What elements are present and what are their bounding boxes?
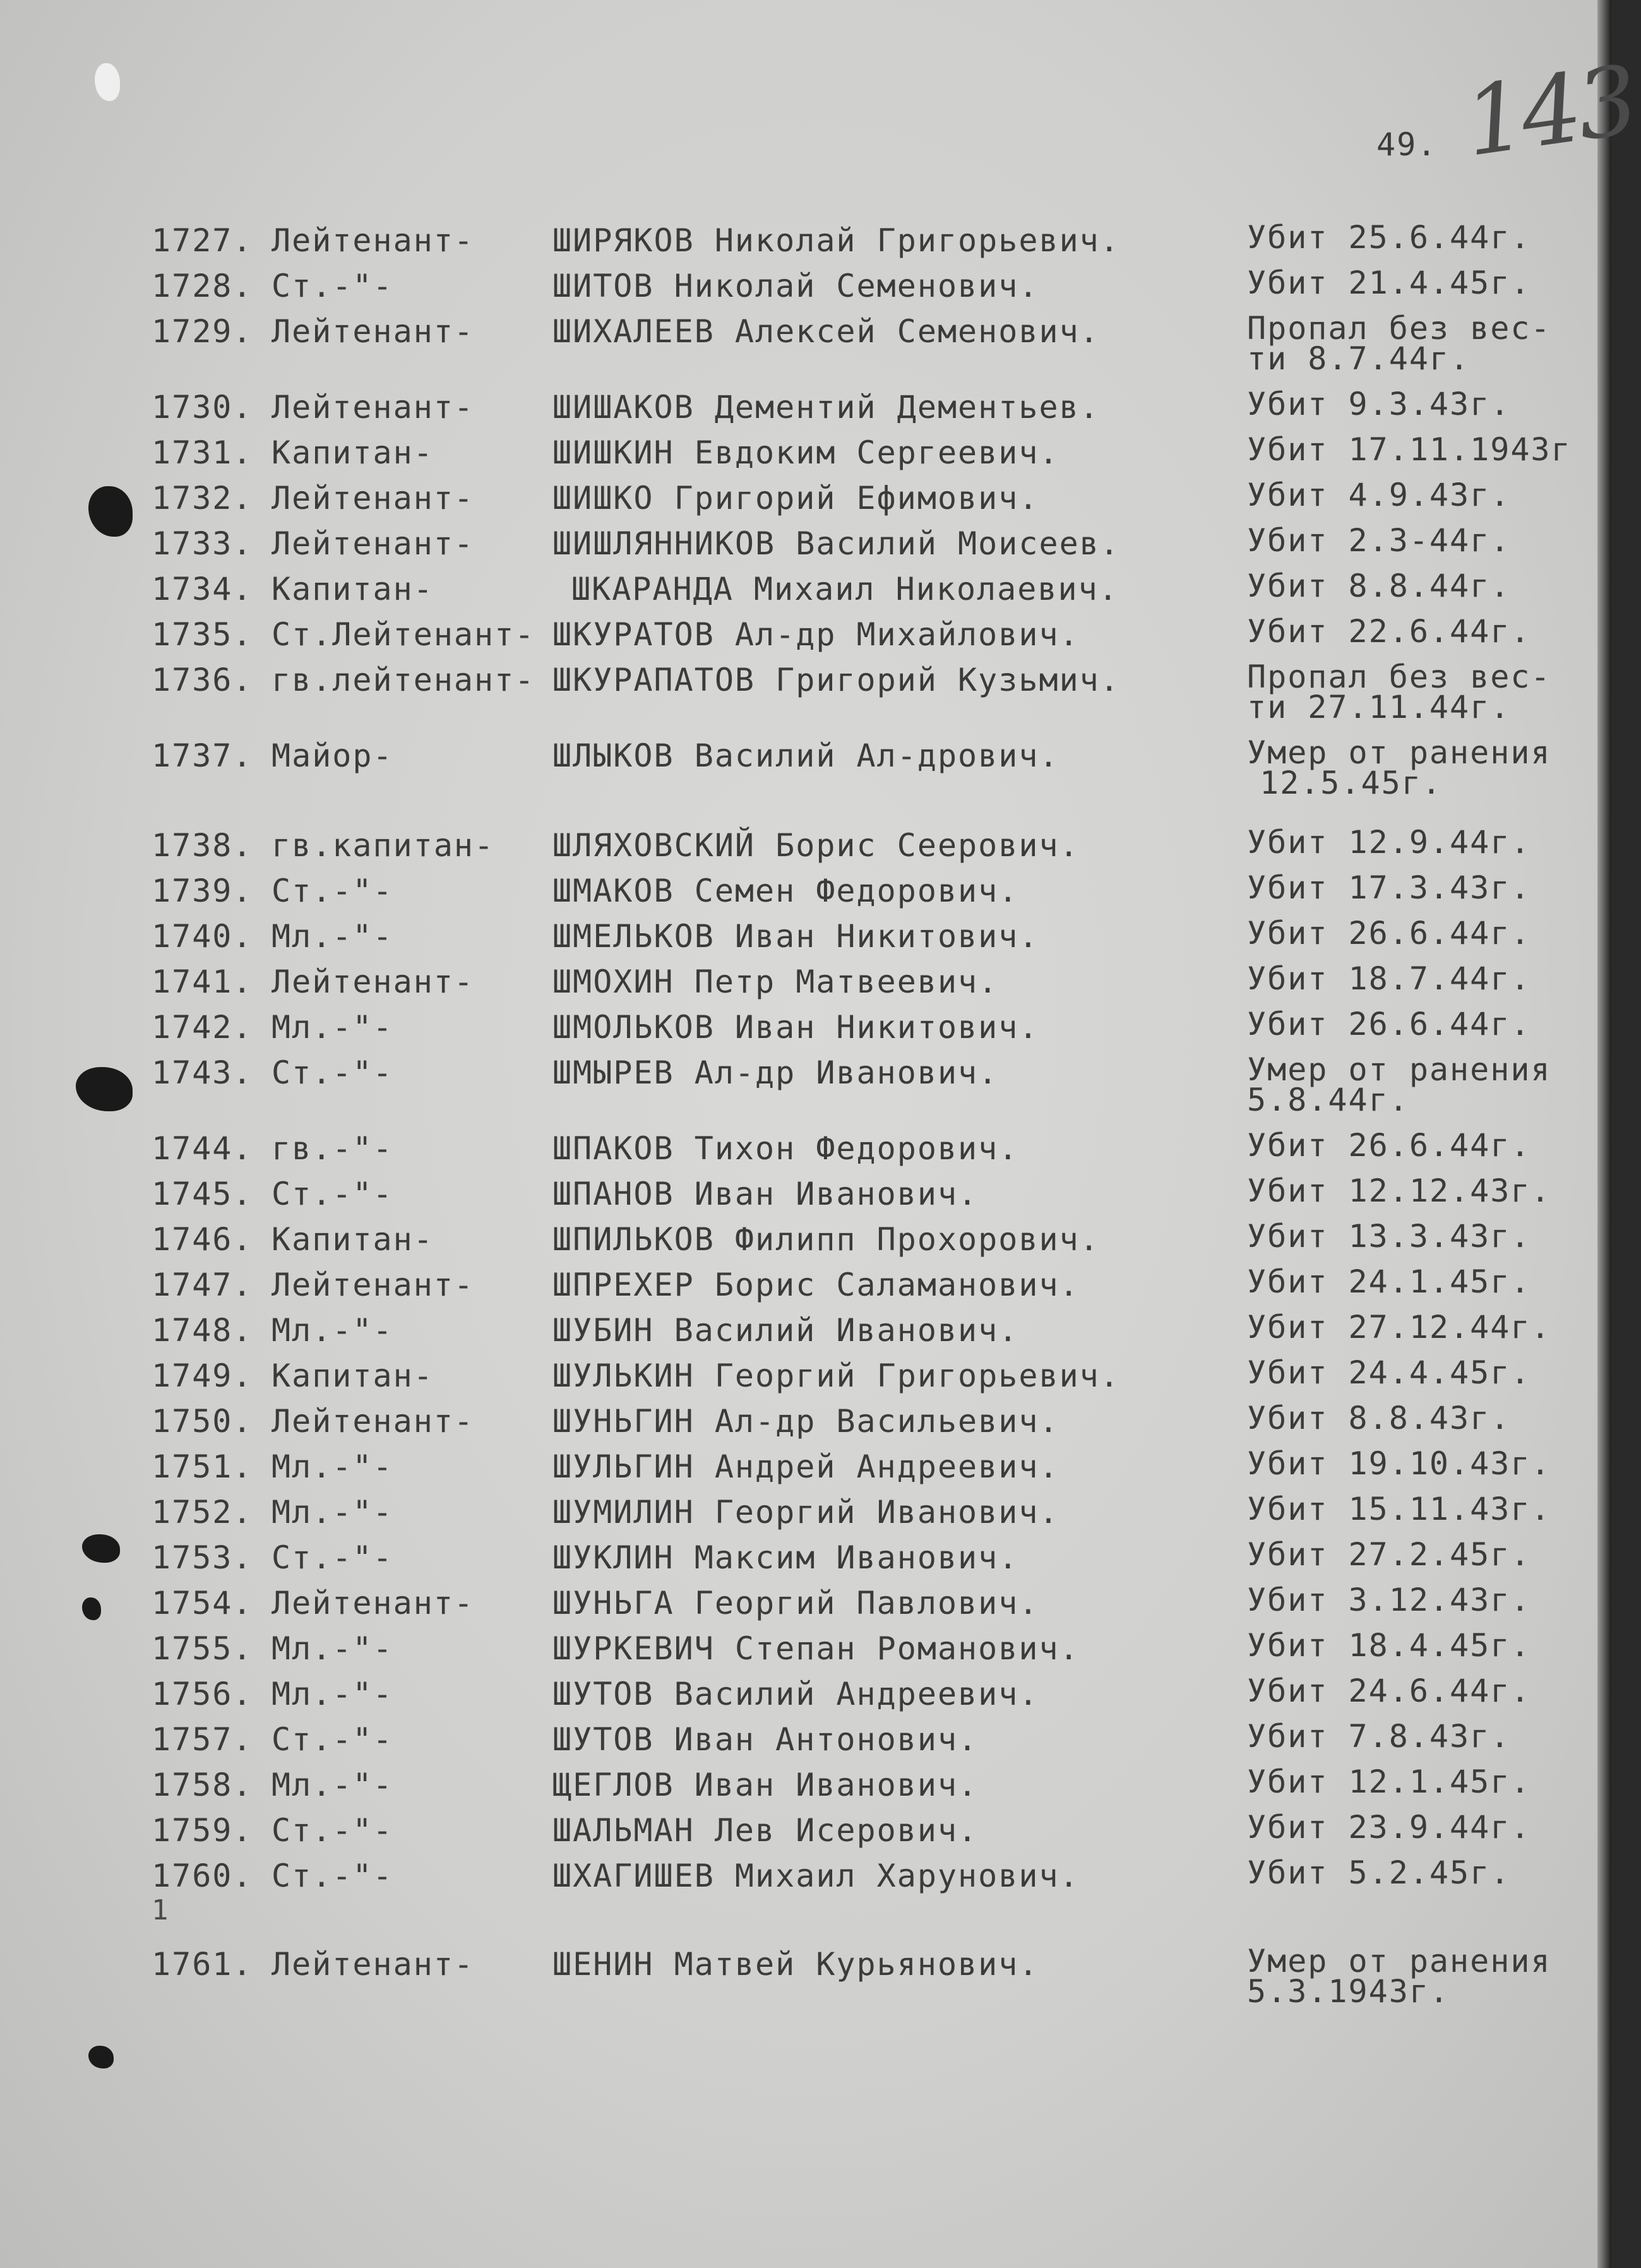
status: Убит 12.12.43г.: [1247, 1173, 1551, 1209]
full-name: ШЛЫКОВ Василий Ал-дрович.: [552, 737, 1059, 774]
rank: Ст.-"-: [272, 268, 393, 304]
status: [1247, 1943, 1551, 2010]
full-name: ШИРЯКОВ Николай Григорьевич.: [552, 222, 1120, 259]
rank: гв.лейтенант-: [272, 662, 535, 698]
status: Убит 24.1.45г.: [1247, 1263, 1531, 1300]
status: Убит 2.3-44г.: [1247, 522, 1511, 559]
rank: Мл.-"-: [272, 1676, 393, 1712]
rank: Ст.-"-: [272, 1858, 393, 1894]
entry-number: 1745.: [152, 1176, 253, 1212]
list-item: [0, 310, 1611, 377]
list-item: [0, 1173, 1611, 1214]
rank: Капитан-: [272, 434, 434, 471]
full-name: ШУНЬГА Георгий Павлович.: [552, 1585, 1039, 1621]
status: Убит 27.2.45г.: [1247, 1536, 1531, 1573]
status: Убит 17.3.43г.: [1247, 869, 1531, 906]
list-item: [0, 960, 1611, 1001]
entry-number: 1749.: [152, 1358, 253, 1394]
punch-hole: [88, 2046, 114, 2068]
full-name: ШМОХИН Петр Матвеевич.: [552, 964, 999, 1000]
rank: Лейтенант-: [272, 525, 475, 562]
status: Убит 24.4.45г.: [1247, 1354, 1531, 1391]
entry-number: 1760.: [152, 1858, 253, 1894]
full-name: ШИТОВ Николай Семенович.: [552, 268, 1039, 304]
full-name: ШИШКИН Евдоким Сергеевич.: [552, 434, 1059, 471]
rank: Капитан-: [272, 1358, 434, 1394]
status: Убит 9.3.43г.: [1247, 386, 1511, 422]
rank: Мл.-"-: [272, 1009, 393, 1046]
rank: Мл.-"-: [272, 918, 393, 955]
rank: Лейтенант-: [272, 480, 475, 516]
status: Убит 17.11.1943г: [1247, 431, 1572, 468]
status: Убит 24.6.44г.: [1247, 1673, 1531, 1709]
entry-number: 1759.: [152, 1812, 253, 1849]
full-name: ШМЫРЕВ Ал-др Иванович.: [552, 1054, 999, 1091]
status: Убит 5.2.45г.: [1247, 1854, 1511, 1891]
rank: Мл.-"-: [272, 1767, 393, 1803]
entry-number: 1735.: [152, 616, 253, 653]
status: Убит 19.10.43г.: [1247, 1445, 1551, 1482]
entry-number: 1756.: [152, 1676, 253, 1712]
list-item: [0, 1491, 1611, 1532]
status: Убит 26.6.44г.: [1247, 1006, 1531, 1042]
rank: Мл.-"-: [272, 1630, 393, 1667]
full-name: ШПАНОВ Иван Иванович.: [552, 1176, 979, 1212]
status: Убит 18.7.44г.: [1247, 960, 1531, 997]
rank: Мл.-"-: [272, 1494, 393, 1531]
status: Убит 8.8.43г.: [1247, 1400, 1511, 1436]
list-item: [0, 477, 1611, 518]
full-name: ШХАГИШЕВ Михаил Харунович.: [552, 1858, 1080, 1894]
list-item: [0, 869, 1611, 910]
rank: Ст.-"-: [272, 1721, 393, 1758]
list-item: [0, 1854, 1611, 1895]
list-item: [0, 1051, 1611, 1118]
rank: Мл.-"-: [272, 1312, 393, 1349]
entry-number: 1748.: [152, 1312, 253, 1349]
list-item: [0, 659, 1611, 725]
status: Убит 26.6.44г.: [1247, 915, 1531, 952]
list-item: [0, 386, 1611, 427]
rank: Мл.-"-: [272, 1448, 393, 1485]
rank: Ст.-"-: [272, 1539, 393, 1576]
entry-number: 1744.: [152, 1130, 253, 1167]
entry-number: 1740.: [152, 918, 253, 955]
full-name: ШПАКОВ Тихон Федорович.: [552, 1130, 1019, 1167]
status-line-continued: 12.5.45г.: [1260, 765, 1442, 801]
rank: гв.-"-: [272, 1130, 393, 1167]
status-line-continued: ти 8.7.44г.: [1247, 340, 1471, 377]
entry-number: 1757.: [152, 1721, 253, 1758]
list-item: [0, 1400, 1611, 1441]
page-number: 49.: [1376, 126, 1438, 163]
entry-number: 1742.: [152, 1009, 253, 1046]
entry-number: 1755.: [152, 1630, 253, 1667]
entry-number: 1754.: [152, 1585, 253, 1621]
entry-number: 1739.: [152, 873, 253, 909]
status: Убит 27.12.44г.: [1247, 1309, 1551, 1346]
full-name: ШМЕЛЬКОВ Иван Никитович.: [552, 918, 1039, 955]
list-item: [0, 824, 1611, 865]
status: Убит 8.8.44г.: [1247, 568, 1511, 604]
full-name: ШУТОВ Василий Андреевич.: [552, 1676, 1039, 1712]
rank: Лейтенант-: [272, 1585, 475, 1621]
status: [1247, 734, 1551, 801]
full-name: ШМАКОВ Семен Федорович.: [552, 873, 1019, 909]
full-name: ШУРКЕВИЧ Степан Романович.: [552, 1630, 1080, 1667]
full-name: ШУЛЬКИН Георгий Григорьевич.: [552, 1358, 1120, 1394]
entry-number: 1728.: [152, 268, 253, 304]
list-item: [0, 1445, 1611, 1486]
full-name: ШУНЬГИН Ал-др Васильевич.: [552, 1403, 1059, 1440]
paper-tear: [95, 63, 120, 101]
rank: Лейтенант-: [272, 964, 475, 1000]
entry-number: 1758.: [152, 1767, 253, 1803]
entry-number: 1761.: [152, 1946, 253, 1983]
status-line-continued: 5.3.1943г.: [1247, 1973, 1450, 2010]
entry-number: 1746.: [152, 1221, 253, 1258]
status: Убит 12.9.44г.: [1247, 824, 1531, 861]
status: Убит 18.4.45г.: [1247, 1627, 1531, 1664]
full-name: ШИШКО Григорий Ефимович.: [552, 480, 1039, 516]
full-name: ШКУРАТОВ Ал-др Михайлович.: [552, 616, 1080, 653]
status: Убит 12.1.45г.: [1247, 1764, 1531, 1800]
entry-number: 1751.: [152, 1448, 253, 1485]
list-item: [0, 219, 1611, 260]
entry-number: 1738.: [152, 827, 253, 864]
status: Убит 4.9.43г.: [1247, 477, 1511, 513]
entry-number: 1736.: [152, 662, 253, 698]
entry-number: 1732.: [152, 480, 253, 516]
list-item: [0, 1673, 1611, 1714]
full-name: ШЕНИН Матвей Курьянович.: [552, 1946, 1039, 1983]
full-name: ШУТОВ Иван Антонович.: [552, 1721, 979, 1758]
status: [1247, 310, 1551, 377]
status: Убит 3.12.43г.: [1247, 1582, 1531, 1618]
full-name: ШИШЛЯННИКОВ Василий Моисеев.: [552, 525, 1120, 562]
status-line-continued: 5.8.44г.: [1247, 1082, 1409, 1118]
rank: Ст.-"-: [272, 873, 393, 909]
full-name: ШЛЯХОВСКИЙ Борис Сеерович.: [552, 827, 1080, 864]
status: Убит 21.4.45г.: [1247, 265, 1531, 301]
full-name: ШКУРАПАТОВ Григорий Кузьмич.: [552, 662, 1120, 698]
full-name: ШМОЛЬКОВ Иван Никитович.: [552, 1009, 1039, 1046]
rank: Лейтенант-: [272, 1267, 475, 1303]
status-line: Пропал без вес-: [1247, 659, 1551, 695]
list-item: [0, 1627, 1611, 1668]
rank: гв.капитан-: [272, 827, 495, 864]
rank: Лейтенант-: [272, 222, 475, 259]
entry-number: 1752.: [152, 1494, 253, 1531]
list-item: [0, 1354, 1611, 1395]
rank: Капитан-: [272, 571, 434, 607]
entry-number: 1747.: [152, 1267, 253, 1303]
rank: Ст.-"-: [272, 1812, 393, 1849]
list-item: [0, 265, 1611, 306]
full-name: ШУМИЛИН Георгий Иванович.: [552, 1494, 1059, 1531]
list-item: [0, 568, 1611, 609]
list-item: [0, 1127, 1611, 1168]
full-name: ШИШАКОВ Дементий Дементьев.: [552, 389, 1100, 426]
rank: Ст.Лейтенант-: [272, 616, 535, 653]
status: Убит 25.6.44г.: [1247, 219, 1531, 256]
status-line: Умер от ранения: [1247, 734, 1551, 771]
rank: Лейтенант-: [272, 1403, 475, 1440]
list-item: [0, 1218, 1611, 1259]
entry-number: 1734.: [152, 571, 253, 607]
status-line: Умер от ранения: [1247, 1051, 1551, 1088]
full-name: ШАЛЬМАН Лев Исерович.: [552, 1812, 979, 1849]
status-line: Умер от ранения: [1247, 1943, 1551, 1979]
handwritten-folio-number: 143: [1458, 45, 1641, 178]
full-name: ШИХАЛЕЕВ Алексей Семенович.: [552, 313, 1100, 350]
full-name: ШПИЛЬКОВ Филипп Прохорович.: [552, 1221, 1100, 1258]
full-name: ШУКЛИН Максим Иванович.: [552, 1539, 1019, 1576]
entry-number: 1733.: [152, 525, 253, 562]
rank: Ст.-"-: [272, 1054, 393, 1091]
list-item: [0, 1718, 1611, 1759]
list-item: [0, 613, 1611, 654]
full-name: ШПРЕХЕР Борис Саламанович.: [552, 1267, 1080, 1303]
status: Убит 26.6.44г.: [1247, 1127, 1531, 1164]
entry-number: 1741.: [152, 964, 253, 1000]
list-item: [0, 431, 1611, 472]
entry-number: 1727.: [152, 222, 253, 259]
entry-number: 1737.: [152, 737, 253, 774]
status: Убит 7.8.43г.: [1247, 1718, 1511, 1755]
stray-mark: 1: [152, 1894, 169, 1926]
full-name: ШКАРАНДА Михаил Николаевич.: [571, 571, 1119, 607]
list-item: [0, 1764, 1611, 1805]
status: Убит 22.6.44г.: [1247, 613, 1531, 650]
full-name: ШУБИН Василий Иванович.: [552, 1312, 1019, 1349]
entry-number: 1753.: [152, 1539, 253, 1576]
entry-number: 1731.: [152, 434, 253, 471]
status: Убит 13.3.43г.: [1247, 1218, 1531, 1255]
list-item: [0, 1943, 1611, 2010]
rank: Лейтенант-: [272, 389, 475, 426]
status: Убит 23.9.44г.: [1247, 1809, 1531, 1846]
list-item: [0, 1536, 1611, 1577]
rank: Ст.-"-: [272, 1176, 393, 1212]
list-item: [0, 1809, 1611, 1850]
entry-number: 1743.: [152, 1054, 253, 1091]
entry-number: 1750.: [152, 1403, 253, 1440]
list-item: [0, 1309, 1611, 1350]
entry-number: 1730.: [152, 389, 253, 426]
status-line: Пропал без вес-: [1247, 310, 1551, 347]
rank: Лейтенант-: [272, 313, 475, 350]
full-name: ЩЕГЛОВ Иван Иванович.: [552, 1767, 979, 1803]
list-item: [0, 1263, 1611, 1304]
rank: Лейтенант-: [272, 1946, 475, 1983]
entry-number: 1729.: [152, 313, 253, 350]
rank: Капитан-: [272, 1221, 434, 1258]
list-item: [0, 734, 1611, 801]
rank: Майор-: [272, 737, 393, 774]
list-item: [0, 1006, 1611, 1047]
list-item: [0, 1582, 1611, 1623]
status: Убит 15.11.43г.: [1247, 1491, 1551, 1527]
full-name: ШУЛЬГИН Андрей Андреевич.: [552, 1448, 1059, 1485]
status-line-continued: ти 27.11.44г.: [1247, 689, 1511, 725]
list-item: [0, 915, 1611, 956]
status: [1247, 659, 1551, 725]
status: [1247, 1051, 1551, 1118]
list-item: [0, 522, 1611, 563]
